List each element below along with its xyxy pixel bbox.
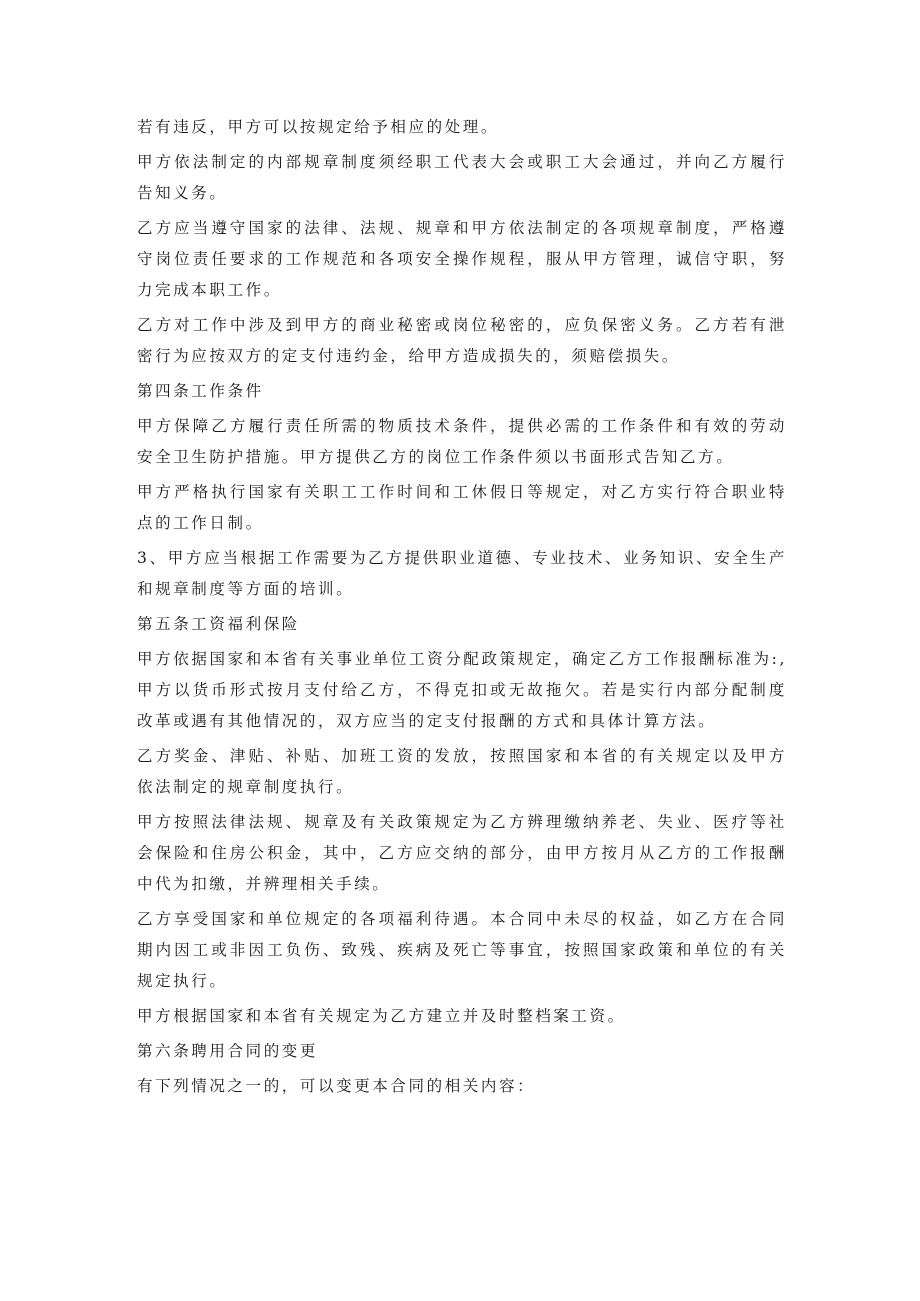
paragraph-welfare: 乙方享受国家和单位规定的各项福利待遇。本合同中未尽的权益，如乙方在合同期内因工或非因工负伤、致残、疾病及死亡等事宜，按照国家政策和单位的有关规定执行。 — [137, 910, 787, 990]
section-heading-wages-benefits: 第五条工资福利保险 — [137, 615, 300, 633]
section-heading-contract-change: 第六条聘用合同的变更 — [137, 1042, 319, 1060]
paragraph-social-insurance: 甲方按照法律法规、规章及有关政策规定为乙方辨理缴纳养老、失业、医疗等社会保险和住房公积金，其中，乙方应交纳的部分，由甲方按月从乙方的工作报酬中代为扣缴，并辨理相关手续。 — [137, 813, 787, 893]
paragraph-working-hours: 甲方严格执行国家有关职工工作时间和工休假日等规定，对乙方实行符合职业特点的工作日制。 — [137, 483, 787, 532]
section-heading-work-conditions: 第四条工作条件 — [137, 382, 264, 400]
paragraph-compliance-duty: 乙方应当遵守国家的法律、法规、规章和甲方依法制定的各项规章制度，严格遵守岗位责任要求的工作规范和各项安全操作规程，服从甲方管理，诚信守职，努力完成本职工作。 — [137, 219, 787, 299]
paragraph-training: 3、甲方应当根据工作需要为乙方提供职业道德、专业技术、业务知识、安全生产和规章制度等方面的培训。 — [137, 549, 787, 598]
paragraph-internal-rules: 甲方依法制定的内部规章制度须经职工代表大会或职工大会通过，并向乙方履行告知义务。 — [137, 153, 787, 202]
paragraph-work-conditions: 甲方保障乙方履行责任所需的物质技术条件，提供必需的工作条件和有效的劳动安全卫生防护措施。甲方提供乙方的岗位工作条件须以书面形式告知乙方。 — [137, 417, 787, 466]
paragraph-change-conditions: 有下列情况之一的，可以变更本合同的相关内容： — [137, 1077, 536, 1095]
paragraph-salary-standard: 甲方依据国家和本省有关事业单位工资分配政策规定，确定乙方工作报酬标准为:,甲方以货币形式按月支付给乙方，不得克扣或无故拖欠。若是实行内部分配制度改革或遇有其他情况的，双方应当的定支付报酬的方式和具体计算方法。 — [137, 650, 787, 730]
paragraph-bonus-allowance: 乙方奖金、津贴、补贴、加班工资的发放，按照国家和本省的有关规定以及甲方依法制定的规章制度执行。 — [137, 747, 787, 796]
paragraph-confidentiality: 乙方对工作中涉及到甲方的商业秘密或岗位秘密的，应负保密义务。乙方若有泄密行为应按双方的定支付违约金，给甲方造成损失的，须赔偿损失。 — [137, 316, 787, 365]
document-body — [137, 112, 787, 1106]
paragraph-violation-handling: 若有违反，甲方可以按规定给予相应的处理。 — [137, 118, 500, 136]
paragraph-salary-archive: 甲方根据国家和本省有关规定为乙方建立并及时整档案工资。 — [137, 1007, 626, 1025]
